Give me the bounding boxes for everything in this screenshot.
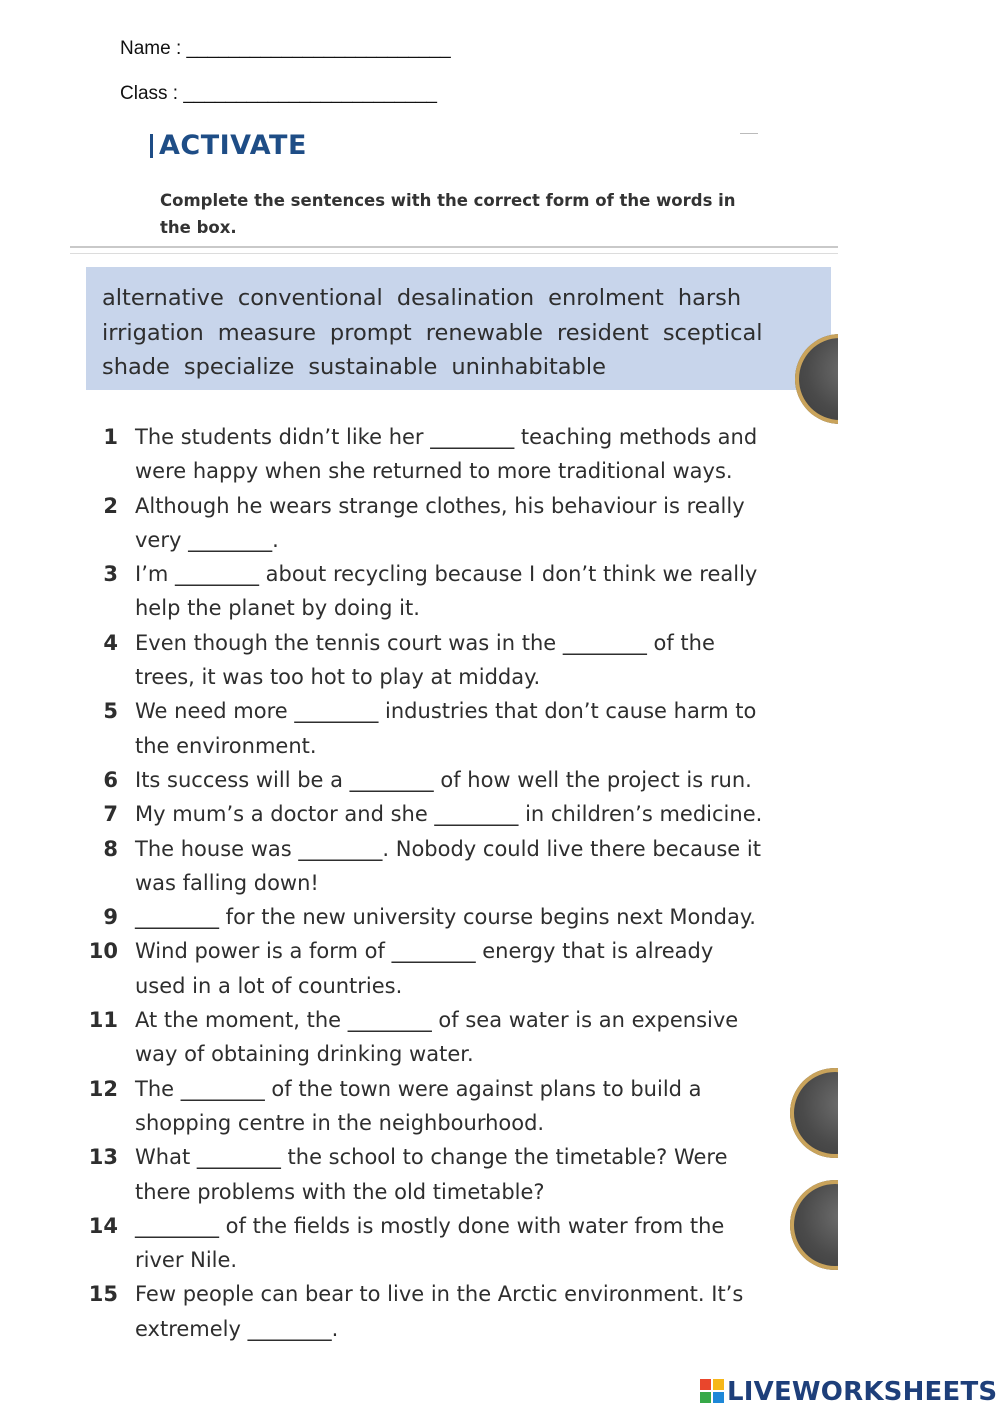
word-option: sceptical <box>662 319 763 346</box>
exercise-sentence <box>135 832 840 901</box>
exercise-line: were happy when she returned to more traditional ways. <box>135 459 733 484</box>
section-title-text: ACTIVATE <box>159 130 307 161</box>
header-accent-rule <box>740 133 758 134</box>
word-box-line <box>102 350 815 385</box>
exercise-line: The house was ________. Nobody could live there because it <box>135 836 761 861</box>
exercise-number: 6 <box>103 767 118 792</box>
exercise-number: 13 <box>88 1145 118 1170</box>
exercise-sentence <box>135 626 840 695</box>
exercise-number: 3 <box>103 562 118 587</box>
exercise-line: Few people can bear to live in the Arctic environment. It’s <box>135 1282 744 1307</box>
exercise-line: The students didn’t like her ________ teaching methods and <box>135 425 758 449</box>
word-option: desalination <box>396 285 535 311</box>
exercise-sentence <box>135 489 840 558</box>
exercise-item <box>80 420 840 489</box>
exercise-line: Wind power is a form of ________ energy that is already <box>135 939 714 964</box>
exercise-number: 14 <box>88 1213 118 1238</box>
exercise-item <box>80 797 840 831</box>
word-option: enrolment <box>548 285 664 311</box>
word-option: shade <box>102 354 170 380</box>
exercise-line: ________ of the fields is mostly done with water from the <box>135 1213 725 1238</box>
exercise-line: The ________ of the town were against plans to build a <box>135 1076 702 1101</box>
exercise-line: What ________ the school to change the timetable? Were <box>135 1145 728 1170</box>
exercise-item <box>80 557 840 626</box>
liveworksheets-logo <box>700 1377 997 1407</box>
word-option: resident <box>557 319 649 346</box>
word-option: harsh <box>677 285 742 311</box>
exercise-line: I’m ________ about recycling because I don’t think we really <box>135 562 758 587</box>
exercise-sentence <box>135 1003 840 1072</box>
instructions: Complete the sentences with the correct form of the words in the box. <box>160 191 736 237</box>
word-box <box>86 267 831 390</box>
exercise-line: used in a lot of countries. <box>135 973 403 998</box>
exercise-sentence <box>135 934 840 1003</box>
exercise-line: Its success will be a ________ of how well the project is run. <box>135 767 752 792</box>
word-option: specialize <box>183 354 295 380</box>
exercise-sentence <box>135 694 840 763</box>
exercise-item <box>80 1072 840 1141</box>
exercise-sentence <box>135 1140 840 1209</box>
word-option: conventional <box>237 285 383 311</box>
exercise-line: Although he wears strange clothes, his behaviour is really <box>135 493 745 518</box>
exercise-item <box>80 489 840 558</box>
title-bar-icon <box>150 134 153 158</box>
exercise-number: 15 <box>88 1282 118 1307</box>
exercise-sentence <box>135 1277 840 1346</box>
exercise-number: 9 <box>103 905 118 930</box>
exercise-number: 10 <box>88 939 118 964</box>
exercise-item <box>80 626 840 695</box>
word-box-line <box>102 316 815 351</box>
word-option: irrigation <box>102 319 204 346</box>
word-option: sustainable <box>308 354 438 380</box>
page-margin <box>838 300 1000 1350</box>
exercise-item <box>80 1140 840 1209</box>
word-option: alternative <box>102 285 224 311</box>
exercise-item <box>80 1277 840 1346</box>
exercise-item <box>80 694 840 763</box>
exercise-line: ________ for the new university course begins next Monday. <box>135 905 756 930</box>
exercise-line: shopping centre in the neighbourhood. <box>135 1110 545 1135</box>
word-option: renewable <box>425 319 544 346</box>
class-field-line: Class : ________________________ <box>120 83 437 104</box>
word-box-line <box>102 281 815 316</box>
exercise-line: Even though the tennis court was in the ________ of the <box>135 630 715 655</box>
exercise-line: trees, it was too hot to play at midday. <box>135 665 541 690</box>
exercise-line: help the planet by doing it. <box>135 596 420 621</box>
exercise-sentence <box>135 900 840 934</box>
exercise-sentence <box>135 557 840 626</box>
exercise-line: river Nile. <box>135 1248 238 1273</box>
exercise-item <box>80 900 840 934</box>
exercise-line: My mum’s a doctor and she ________ in children’s medicine. <box>135 802 763 827</box>
exercise-line: We need more ________ industries that don’t cause harm to <box>135 699 757 724</box>
exercise-number: 11 <box>88 1008 118 1033</box>
name-field-line: Name : _________________________ <box>120 38 451 59</box>
exercise-line: extremely ________. <box>135 1316 339 1341</box>
exercise-line: At the moment, the ________ of sea water is an expensive <box>135 1008 739 1033</box>
logo-text: LIVEWORKSHEETS <box>727 1377 998 1407</box>
exercise-number: 4 <box>103 630 118 655</box>
section-title <box>150 130 307 161</box>
exercise-number: 8 <box>103 836 118 861</box>
exercise-item <box>80 934 840 1003</box>
exercise-number: 1 <box>103 425 118 449</box>
exercise-number: 5 <box>103 699 118 724</box>
exercise-number: 12 <box>88 1076 118 1101</box>
exercise-item <box>80 1209 840 1278</box>
exercise-line: there problems with the old timetable? <box>135 1179 545 1204</box>
logo-mark-icon <box>700 1379 724 1403</box>
word-option: measure <box>217 319 316 346</box>
word-option: prompt <box>329 319 412 346</box>
divider <box>70 253 838 254</box>
exercise-line: very ________. <box>135 527 279 552</box>
exercise-item <box>80 832 840 901</box>
exercise-sentence <box>135 797 840 831</box>
exercise-sentence <box>135 1072 840 1141</box>
word-option: uninhabitable <box>451 354 606 380</box>
exercise-line: way of obtaining drinking water. <box>135 1042 474 1067</box>
exercise-list <box>80 420 840 1346</box>
exercise-sentence <box>135 763 840 797</box>
exercise-number: 7 <box>103 802 118 827</box>
exercise-item <box>80 1003 840 1072</box>
exercise-sentence <box>135 420 840 489</box>
exercise-line: was falling down! <box>135 870 319 895</box>
exercise-line: the environment. <box>135 733 317 758</box>
exercise-item <box>80 763 840 797</box>
divider <box>70 246 838 248</box>
exercise-number: 2 <box>103 493 118 518</box>
exercise-sentence <box>135 1209 840 1278</box>
